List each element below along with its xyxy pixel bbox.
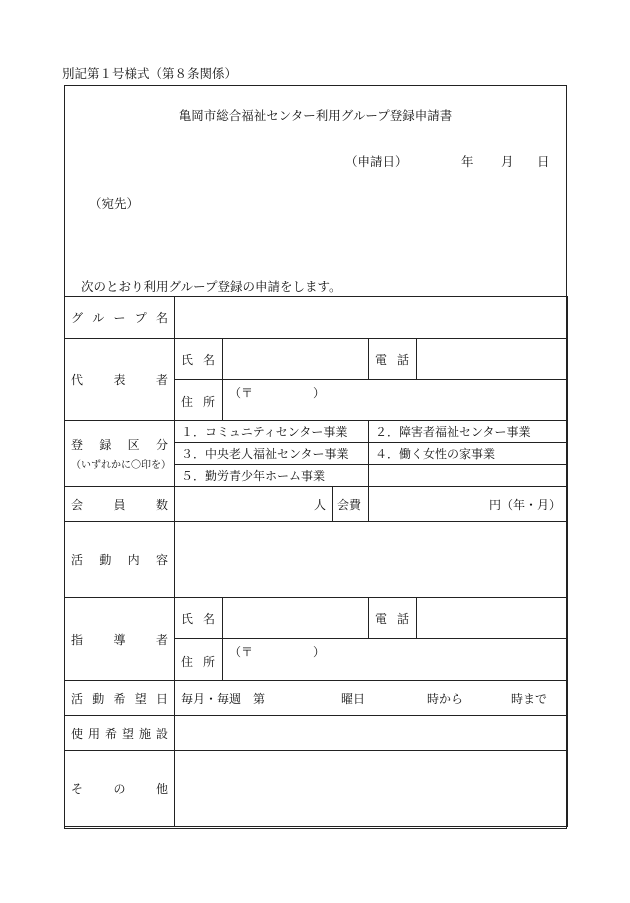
representative-phone-field[interactable] xyxy=(417,339,568,380)
registration-option-2[interactable]: ２．障害者福祉センター事業 xyxy=(369,421,568,443)
row-facility xyxy=(65,716,568,751)
members-label: 会 員 数 xyxy=(65,487,175,522)
row-representative-name xyxy=(65,339,568,380)
leader-phone-field[interactable] xyxy=(417,598,568,639)
schedule-to: 時まで xyxy=(511,692,548,706)
schedule-label: 活 動 希 望 日 xyxy=(65,681,175,716)
row-registration-1 xyxy=(65,421,568,443)
leader-name-field[interactable] xyxy=(223,598,369,639)
representative-address-field[interactable] xyxy=(223,380,568,421)
date-month-label: 月 xyxy=(501,154,514,169)
representative-name-label: 氏 名 xyxy=(175,339,223,380)
fee-field[interactable] xyxy=(369,487,568,522)
row-group-name xyxy=(65,297,568,339)
leader-address-label: 住 所 xyxy=(175,639,223,681)
facility-label: 使 用 希 望 施 設 xyxy=(65,716,175,751)
registration-option-4[interactable]: ４．働く女性の家事業 xyxy=(369,443,568,465)
other-label: そ の 他 xyxy=(65,751,175,827)
intro-text: 次のとおり利用グループ登録の申請をします。 xyxy=(81,279,342,294)
leader-address-field[interactable] xyxy=(223,639,568,681)
form-caption: 別記第１号様式（第８条関係） xyxy=(62,66,238,81)
row-leader-name xyxy=(65,598,568,639)
representative-phone-label: 電 話 xyxy=(369,339,417,380)
registration-label: 登 録 区 分 （いずれかに〇印を） xyxy=(65,421,175,487)
facility-field[interactable] xyxy=(175,716,568,751)
representative-address-label: 住 所 xyxy=(175,380,223,421)
row-activity xyxy=(65,522,568,598)
schedule-field[interactable] xyxy=(175,681,568,716)
date-day-label: 日 xyxy=(537,154,550,169)
registration-option-5[interactable]: ５．勤労青少年ホーム事業 xyxy=(175,465,369,487)
registration-option-3[interactable]: ３．中央老人福祉センター事業 xyxy=(175,443,369,465)
members-count-field[interactable] xyxy=(175,487,333,522)
representative-postal-code: （〒 ） xyxy=(229,386,326,400)
row-other xyxy=(65,751,568,827)
registration-option-1[interactable]: １．コミュニティセンター事業 xyxy=(175,421,369,443)
activity-field[interactable] xyxy=(175,522,568,598)
group-name-field[interactable] xyxy=(175,297,568,339)
form-table xyxy=(64,296,568,827)
addressee-label: （宛先） xyxy=(89,196,140,211)
fee-unit: 円（年・月） xyxy=(489,497,562,512)
other-field[interactable] xyxy=(175,751,568,827)
form-title: 亀岡市総合福祉センター利用グループ登録申請書 xyxy=(178,108,453,123)
form-header xyxy=(65,86,566,297)
registration-note: （いずれかに〇印を） xyxy=(71,460,171,471)
leader-label: 指 導 者 xyxy=(65,598,175,681)
representative-label: 代 表 者 xyxy=(65,339,175,421)
members-unit: 人 xyxy=(313,497,326,512)
application-date-label: （申請日） xyxy=(345,154,408,169)
row-members xyxy=(65,487,568,522)
leader-postal-code: （〒 ） xyxy=(229,645,326,659)
fee-label: 会費 xyxy=(333,487,369,522)
schedule-prefix: 毎月・毎週 第 xyxy=(181,692,266,706)
group-name-label: グ ル ー プ 名 xyxy=(65,297,175,339)
representative-name-field[interactable] xyxy=(223,339,369,380)
schedule-from: 時から xyxy=(427,692,464,706)
row-schedule xyxy=(65,681,568,716)
date-year-label: 年 xyxy=(461,154,474,169)
registration-option-empty xyxy=(369,465,568,487)
application-form xyxy=(64,85,567,829)
activity-label: 活 動 内 容 xyxy=(65,522,175,598)
leader-name-label: 氏 名 xyxy=(175,598,223,639)
schedule-weekday: 曜日 xyxy=(341,692,366,706)
leader-phone-label: 電 話 xyxy=(369,598,417,639)
